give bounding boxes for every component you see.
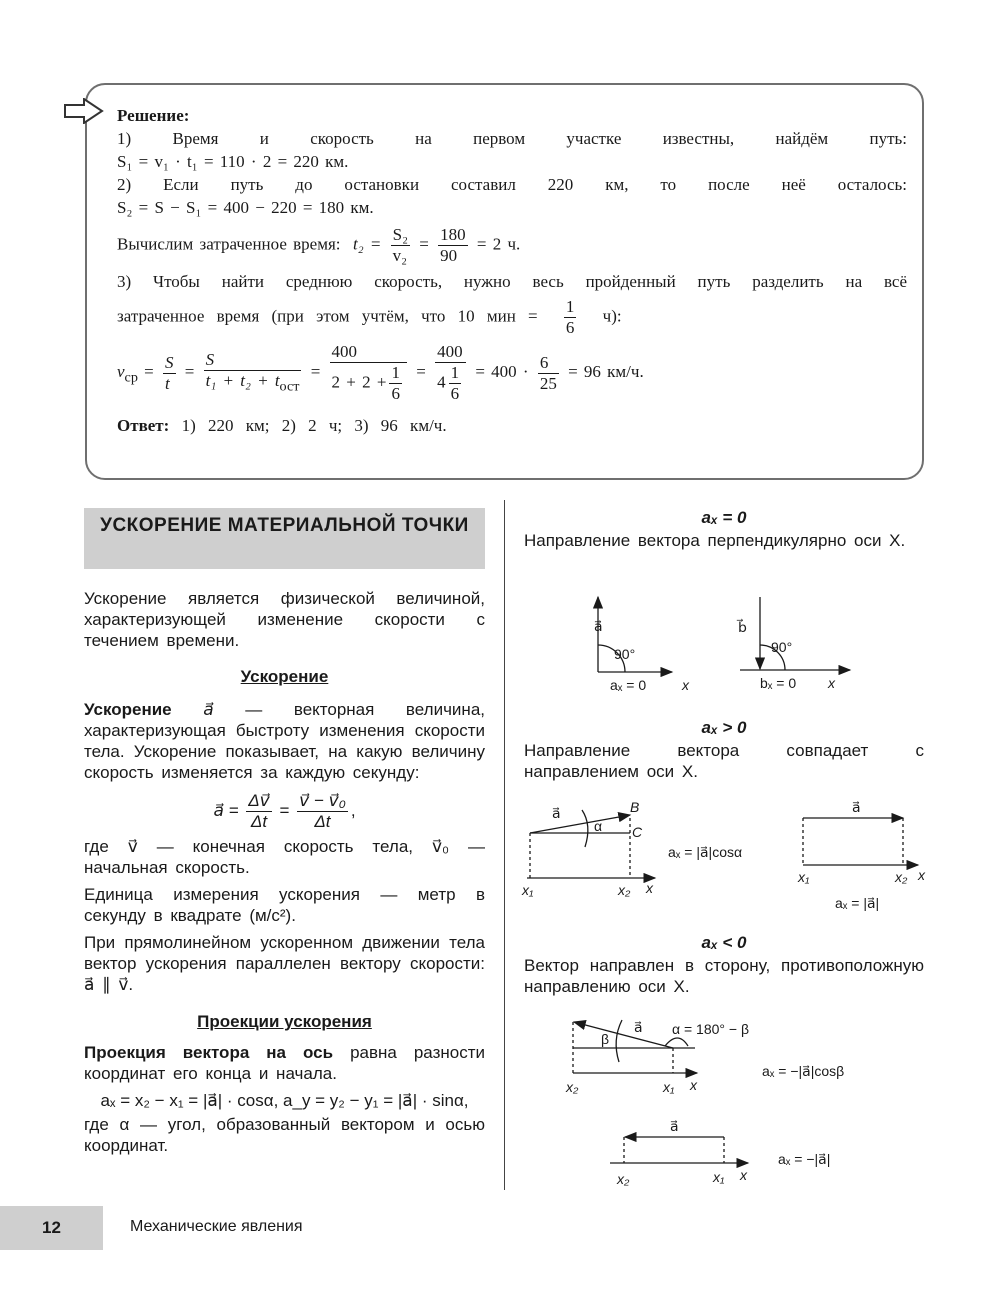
case-text-zero: Направление вектора перпендикулярно оси X.: [524, 531, 906, 550]
svg-text:a⃗: a⃗: [634, 1019, 643, 1035]
chapter-title: Механические явления: [130, 1218, 303, 1235]
subheading-projections: Проекции ускорения: [197, 1012, 372, 1031]
diagram-parallel: [803, 818, 918, 865]
svg-text:C: C: [632, 824, 643, 840]
case-heading-zero: aₓ = 0: [701, 508, 747, 527]
svg-text:x₁: x₁: [663, 1079, 675, 1095]
section-title: УСКОРЕНИЕ МАТЕРИАЛЬНОЙ ТОЧКИ: [84, 508, 485, 569]
svg-text:x: x: [828, 675, 835, 691]
svg-text:aₓ = |a⃗|cosα: aₓ = |a⃗|cosα: [668, 844, 743, 860]
svg-text:x₁: x₁: [798, 869, 810, 885]
svg-text:β: β: [601, 1031, 610, 1047]
solution-line: 1) Время и скорость на первом участке известны, найдём путь:: [117, 129, 907, 148]
solution-line: затраченное время (при этом учтём, что 10 мин = $\frac{1}{6}$ ч):: [117, 297, 622, 337]
label: a⃗: [594, 618, 603, 634]
where-angle-paragraph: где α — угол, образованный вектором и осью координат.: [84, 1115, 485, 1155]
svg-text:a⃗: a⃗: [670, 1118, 679, 1134]
svg-text:90°: 90°: [614, 646, 636, 662]
parallel-paragraph: При прямолинейном ускоренном движении тела вектор ускорения параллелен вектору скорости: a⃗ ∥ v⃗.: [84, 933, 485, 994]
svg-text:aₓ = |a⃗|: aₓ = |a⃗|: [835, 895, 880, 911]
svg-text:x₁: x₁: [522, 882, 534, 898]
case-heading-positive: aₓ > 0: [701, 718, 747, 737]
svg-text:x: x: [918, 867, 925, 883]
case-text-positive: Направление вектора совпадает с направлением оси X.: [524, 741, 924, 781]
intro-paragraph: Ускорение является физической величиной, характеризующей изменение скорости с течением времени.: [84, 589, 485, 650]
time-formula: Вычислим затраченное время: t₂ = $\frac{\text{S₂}}{\text{v₂}}$ = $\frac{180}{90}$ = 2 ч.: [117, 225, 521, 265]
svg-text:α = 180° − β: α = 180° − β: [672, 1021, 750, 1037]
solution-line: S₂ = S − S₁ = 400 − 220 = 180 км.: [117, 198, 374, 217]
solution-line: S₁ = v₁ · t₁ = 110 · 2 = 220 км.: [117, 152, 349, 171]
svg-text:B: B: [630, 799, 640, 815]
svg-text:bₓ = 0: bₓ = 0: [760, 675, 797, 691]
svg-text:x₂: x₂: [618, 882, 631, 898]
answer: Ответ: 1) 220 км; 2) 2 ч; 3) 96 км/ч.: [117, 416, 447, 435]
diagram-antiparallel: [610, 1137, 748, 1163]
svg-text:x₂: x₂: [566, 1079, 579, 1095]
definition-paragraph: Ускорение a⃗ — векторная величина, характеризующая быстроту изменения скорости тела. Ускорение показывает, на какую величину скорость изменяется за каждую секунду:: [84, 700, 485, 782]
svg-text:x: x: [740, 1167, 747, 1183]
subheading-acceleration: Ускорение: [240, 667, 329, 686]
svg-text:a⃗: a⃗: [552, 805, 561, 821]
where-paragraph: где v⃗ — конечная скорость тела, v⃗₀ — начальная скорость.: [84, 837, 485, 877]
svg-text:aₓ = −|a⃗|cosβ: aₓ = −|a⃗|cosβ: [762, 1063, 845, 1079]
svg-text:x₂: x₂: [617, 1171, 630, 1187]
solution-title: Решение:: [117, 106, 190, 125]
svg-text:x₁: x₁: [713, 1169, 725, 1185]
solution-line: 2) Если путь до остановки составил 220 км, то после неё осталось:: [117, 175, 907, 194]
diagram-b-perpendicular: [740, 597, 850, 670]
projection-formula: aₓ = x₂ − x₁ = |a⃗| · cosα, a_y = y₂ − y₁ = |a⃗| · sinα,: [100, 1091, 469, 1110]
case-heading-negative: aₓ < 0: [701, 933, 747, 952]
diagram-angle-alpha: [527, 810, 655, 878]
svg-text:x: x: [690, 1077, 697, 1093]
solution-line: 3) Чтобы найти среднюю скорость, нужно весь пройденный путь разделить на всё: [117, 272, 907, 291]
svg-text:90°: 90°: [771, 639, 793, 655]
svg-text:x₂: x₂: [895, 869, 908, 885]
acceleration-formula: a⃗ = $\frac{\Delta v⃗}{\Delta t}$ = $\frac{\text{v⃗ − v⃗₀}}{\Delta t}$ ,: [213, 791, 356, 831]
average-speed-formula: $v_{ср}$ = $\frac{S}{t}$ = S $t_1 + t_2 + t_{ост}$ = 400 2 + 2 + $\frac{1}{6}$ = 400 4 $\frac{1}{6}$ = 400 · $\frac{6}{25}$ = 96 км/ч.: [117, 342, 644, 403]
page-number: 12: [0, 1206, 103, 1250]
svg-text:x: x: [682, 677, 689, 693]
projection-paragraph: Проекция вектора на ось равна разности координат его конца и начала.: [84, 1043, 485, 1083]
svg-text:aₓ = 0: aₓ = 0: [610, 677, 647, 693]
svg-text:x: x: [646, 880, 653, 896]
svg-text:aₓ = −|a⃗|: aₓ = −|a⃗|: [778, 1151, 831, 1167]
svg-text:α: α: [594, 818, 603, 834]
unit-paragraph: Единица измерения ускорения — метр в секунду в квадрате (м/с²).: [84, 885, 485, 925]
svg-text:b⃗: b⃗: [738, 619, 747, 635]
case-text-negative: Вектор направлен в сторону, противоположную направлению оси X.: [524, 956, 924, 996]
svg-text:a⃗: a⃗: [852, 799, 861, 815]
